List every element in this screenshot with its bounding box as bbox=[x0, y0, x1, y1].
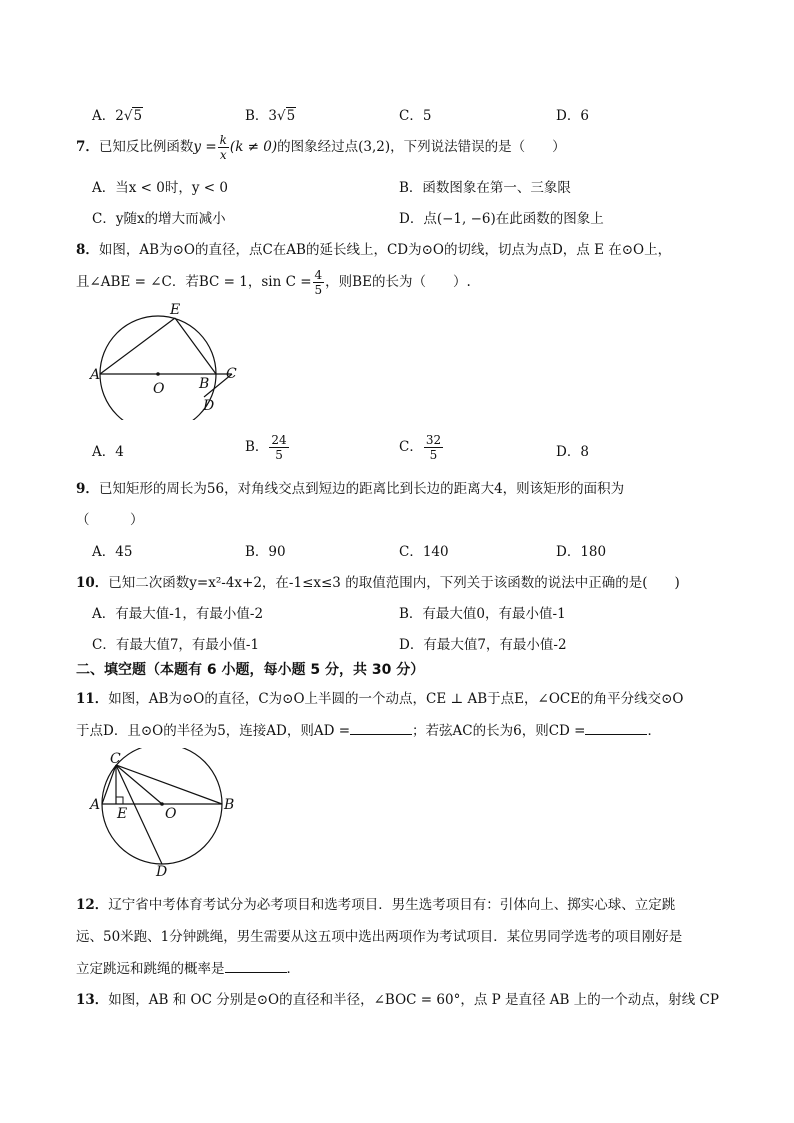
frac-numerator: k bbox=[219, 133, 227, 147]
q7-option-b[interactable]: B．函数图象在第一、三象限 bbox=[399, 180, 571, 196]
frac-denominator: x bbox=[219, 148, 227, 162]
label-c: C bbox=[226, 366, 237, 382]
q6-option-b[interactable]: B．3√5 bbox=[245, 108, 296, 124]
q9-stem-line1 bbox=[76, 477, 624, 497]
chord-ca bbox=[102, 765, 116, 804]
q7-text-1: 已知反比例函数 bbox=[98, 139, 194, 155]
q11-text-1: 如图，AB为⊙O的直径，C为⊙O上半圆的一个动点，CE ⊥ AB于点E，∠OCE的角平分线交⊙O bbox=[108, 691, 684, 707]
option-label: A． bbox=[92, 108, 116, 124]
option-coef: 2 bbox=[115, 108, 124, 124]
q11-text-2c: ． bbox=[647, 723, 661, 739]
q11-figure bbox=[86, 748, 246, 880]
frac-numerator: 24 bbox=[271, 433, 287, 447]
question-number: 7． bbox=[76, 139, 99, 155]
frac-denominator: 5 bbox=[429, 448, 438, 462]
label-b: B bbox=[199, 376, 210, 392]
label-e: E bbox=[170, 302, 181, 318]
q7-option-c[interactable]: C．y随x的增大而减小 bbox=[92, 211, 226, 227]
label-d: D bbox=[156, 864, 168, 880]
frac-numerator: 4 bbox=[314, 268, 323, 282]
option-label: B． bbox=[245, 108, 269, 124]
question-number: 11． bbox=[76, 691, 109, 707]
line-ae bbox=[100, 318, 175, 374]
q8-option-d[interactable] bbox=[556, 440, 589, 460]
q7-fraction bbox=[218, 134, 229, 161]
circle-o bbox=[100, 316, 216, 420]
label-d: D bbox=[203, 398, 215, 414]
q8-fraction bbox=[313, 269, 325, 296]
q7-stem bbox=[76, 134, 566, 161]
question-number: 9． bbox=[76, 481, 99, 497]
label-e: E bbox=[117, 806, 128, 822]
q10-text-1: 已知二次函数y=x²-4x+2，在-1≤x≤3 的取值范围内，下列关于该函数的说法中正确的是( ) bbox=[108, 575, 680, 591]
q11-text-2b: ；若弦AC的长为6，则CD = bbox=[412, 723, 586, 739]
question-number: 13． bbox=[76, 992, 109, 1008]
q8-option-c[interactable] bbox=[399, 432, 444, 462]
center-point bbox=[156, 372, 160, 376]
question-number: 10． bbox=[76, 575, 109, 591]
label-c: C bbox=[110, 751, 121, 767]
q8-option-a[interactable] bbox=[92, 440, 124, 460]
q8-stem-line1 bbox=[76, 238, 671, 258]
label-b: B bbox=[224, 797, 235, 813]
q12-text-1: 辽宁省中考体育考试分为必考项目和选考项目．男生选考项目有：引体向上、掷实心球、立定跳 bbox=[108, 897, 676, 913]
q7-option-d[interactable]: D．点(−1, −6)在此函数的图象上 bbox=[399, 211, 604, 227]
frac-denominator: 5 bbox=[314, 283, 323, 297]
q10-option-b[interactable]: B．有最大值0，有最小值-1 bbox=[399, 606, 566, 622]
answer-blank-probability[interactable] bbox=[225, 960, 287, 973]
q6-option-a[interactable]: A．2√5 bbox=[92, 108, 143, 124]
option-label: B． bbox=[245, 439, 269, 455]
q7-option-a[interactable]: A．当x < 0时，y < 0 bbox=[92, 180, 228, 196]
label-o: O bbox=[165, 806, 177, 822]
q8-text-1: 如图，AB为⊙O的直径，点C在AB的延长线上，CD为⊙O的切线，切点为点D，点 E 在⊙O上， bbox=[98, 242, 672, 258]
q10-option-d[interactable]: D．有最大值7，有最小值-2 bbox=[399, 637, 567, 653]
q6-option-c[interactable] bbox=[399, 104, 431, 124]
option-label: D． bbox=[556, 444, 581, 460]
q9-option-a[interactable]: A．45 bbox=[92, 544, 133, 560]
q8-figure bbox=[86, 300, 256, 420]
q12-stem-line1 bbox=[76, 893, 675, 913]
line-eb bbox=[175, 318, 216, 374]
frac-denominator: 5 bbox=[275, 448, 283, 462]
q11-stem-line2 bbox=[76, 719, 661, 739]
q9-stem-line2: （ ） bbox=[76, 512, 144, 528]
option-coef: 3 bbox=[268, 108, 278, 124]
q9-text-1: 已知矩形的周长为56，对角线交点到短边的距离比到长边的距离大4，则该矩形的面积为 bbox=[98, 481, 625, 497]
q12-stem-line3 bbox=[76, 957, 300, 977]
q7-condition: (k ≠ 0) bbox=[229, 139, 278, 155]
q10-option-a[interactable]: A．有最大值-1，有最小值-2 bbox=[92, 606, 264, 622]
option-radicand: 5 bbox=[133, 108, 143, 124]
q13-stem-line1 bbox=[76, 988, 719, 1008]
option-text: 8 bbox=[580, 444, 589, 460]
option-text: 4 bbox=[115, 444, 124, 460]
option-label: D． bbox=[556, 108, 581, 124]
q9-option-c[interactable]: C．140 bbox=[399, 544, 449, 560]
q8-stem-line2 bbox=[76, 268, 471, 296]
q12-stem-line2: 远、50米跑、1分钟跳绳，男生需要从这五项中选出两项作为考试项目．某位男同学选考的项目刚好是 bbox=[76, 929, 683, 945]
option-label: A． bbox=[92, 444, 116, 460]
q11-stem-line1 bbox=[76, 687, 683, 707]
q7-y-eq: y = bbox=[193, 139, 217, 155]
section-heading-fill-in: 二、填空题（本题有 6 小题，每小题 5 分，共 30 分） bbox=[76, 662, 425, 678]
label-a: A bbox=[90, 797, 101, 813]
question-number: 12． bbox=[76, 897, 109, 913]
center-point bbox=[160, 802, 164, 806]
option-text: 6 bbox=[580, 108, 589, 124]
label-o: O bbox=[153, 381, 165, 397]
q6-option-d[interactable] bbox=[556, 104, 589, 124]
q8-option-b[interactable] bbox=[245, 432, 290, 462]
option-radicand: 5 bbox=[286, 108, 296, 124]
right-angle-mark bbox=[116, 797, 123, 804]
option-fraction bbox=[424, 434, 443, 461]
answer-blank-ad[interactable] bbox=[350, 722, 412, 735]
frac-numerator: 32 bbox=[425, 433, 442, 447]
q10-stem bbox=[76, 571, 680, 591]
label-a: A bbox=[90, 367, 101, 383]
q12-text-3b: ． bbox=[286, 961, 300, 977]
answer-blank-cd[interactable] bbox=[585, 722, 647, 735]
option-label: C． bbox=[399, 108, 423, 124]
option-label: C． bbox=[399, 439, 423, 455]
option-text: 5 bbox=[422, 108, 432, 124]
q8-text-2b: ，则BE的长为（ ）. bbox=[325, 274, 471, 290]
q7-text-2: 的图象经过点(3,2)，下列说法错误的是（ ） bbox=[277, 139, 566, 155]
q9-option-d[interactable]: D．180 bbox=[556, 544, 607, 560]
question-number: 8． bbox=[76, 242, 99, 258]
q12-text-3a: 立定跳远和跳绳的概率是 bbox=[76, 961, 225, 977]
q10-option-c[interactable]: C．有最大值7，有最小值-1 bbox=[92, 637, 260, 653]
q11-text-2a: 于点D．且⊙O的半径为5，连接AD，则AD = bbox=[76, 723, 351, 739]
option-fraction bbox=[269, 434, 288, 461]
q13-text-1: 如图，AB 和 OC 分别是⊙O的直径和半径，∠BOC = 60°，点 P 是直径 AB 上的一个动点，射线 CP bbox=[108, 992, 719, 1008]
q8-text-2a: 且∠ABE = ∠C．若BC = 1，sin C = bbox=[76, 274, 312, 290]
q9-option-b[interactable]: B．90 bbox=[245, 544, 286, 560]
